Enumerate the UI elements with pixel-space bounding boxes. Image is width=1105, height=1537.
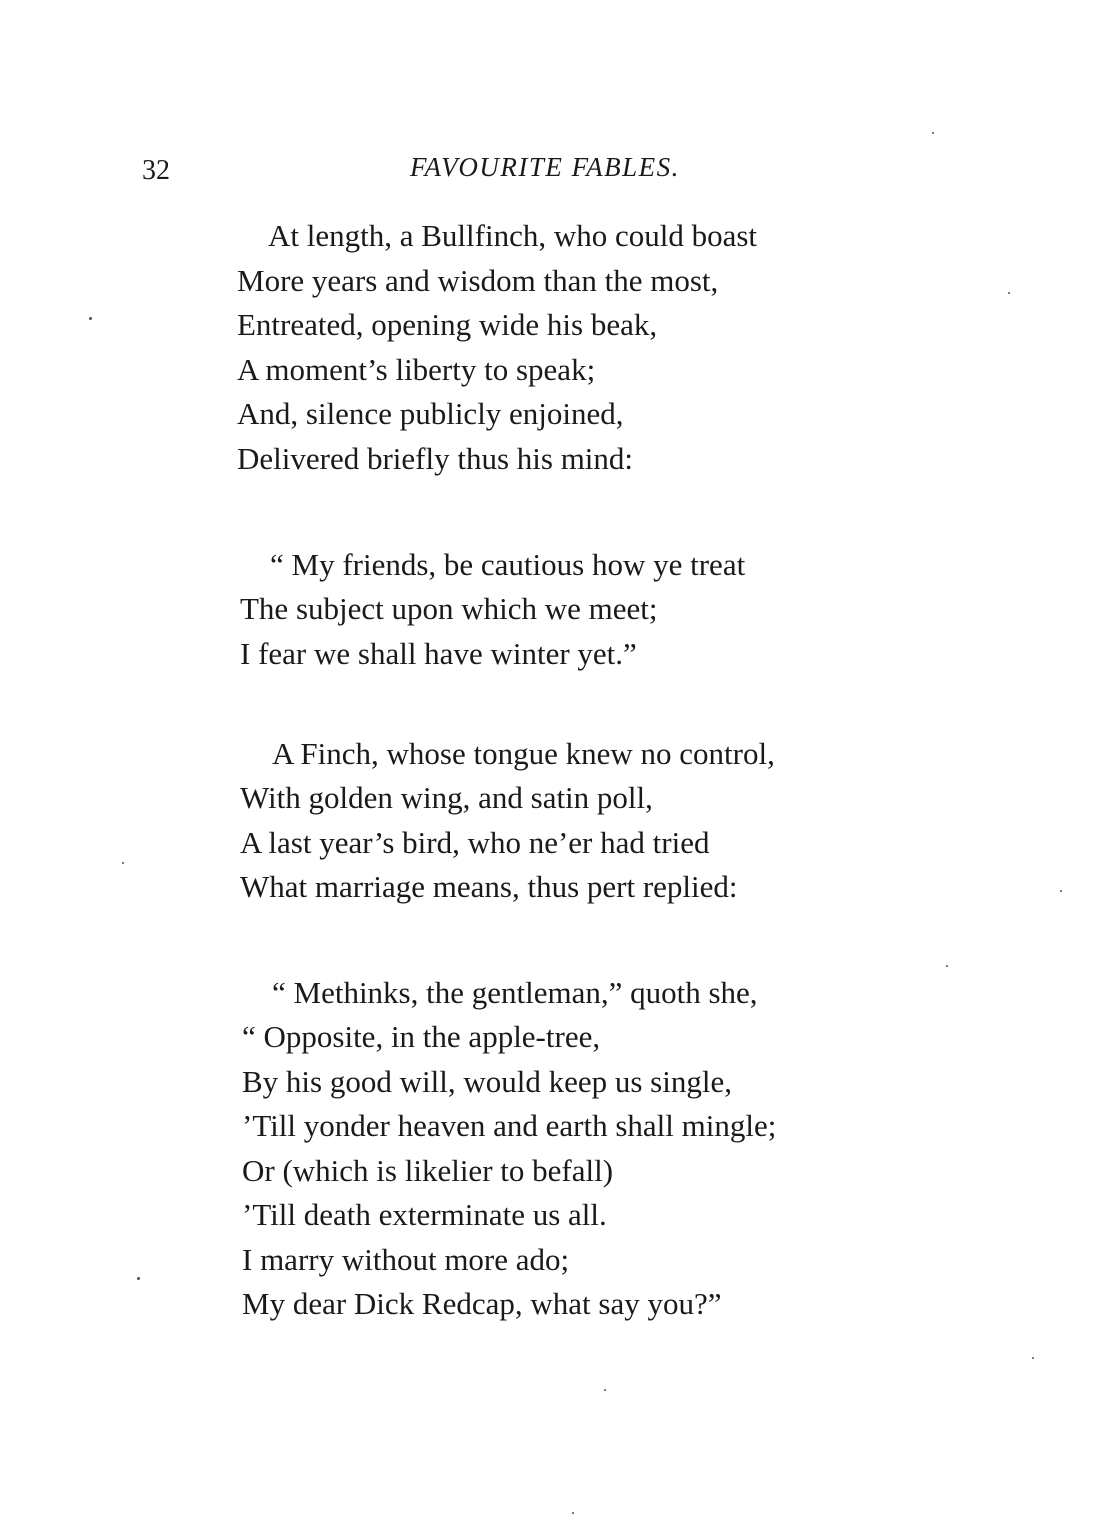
scan-speck [1008, 292, 1010, 294]
verse-line: And, silence publicly enjoined, [237, 396, 624, 431]
verse-line: By his good will, would keep us single, [242, 1064, 732, 1099]
verse-line: My dear Dick Redcap, what say you?” [242, 1286, 722, 1321]
verse-line: A moment’s liberty to speak; [237, 352, 596, 387]
verse-line: With golden wing, and satin poll, [240, 780, 653, 815]
running-title: FAVOURITE FABLES. [410, 152, 680, 182]
verse-line: “ Methinks, the gentleman,” quoth she, [272, 975, 758, 1010]
scan-speck [89, 317, 92, 320]
verse-line: I fear we shall have winter yet.” [240, 636, 637, 671]
verse-line: ’Till death exterminate us all. [242, 1197, 607, 1232]
scan-speck [946, 965, 948, 967]
verse-line: More years and wisdom than the most, [237, 263, 719, 298]
scan-speck [932, 132, 934, 134]
verse-line: Entreated, opening wide his beak, [237, 307, 658, 342]
verse-line: A Finch, whose tongue knew no control, [272, 736, 775, 771]
verse-line: A last year’s bird, who ne’er had tried [240, 825, 710, 860]
scan-speck [137, 1277, 140, 1280]
scan-speck [604, 1389, 606, 1391]
scan-speck [122, 862, 124, 864]
verse-line: What marriage means, thus pert replied: [240, 869, 738, 904]
scan-speck [1032, 1357, 1034, 1359]
verse-line: Or (which is likelier to befall) [242, 1153, 614, 1188]
verse-line: At length, a Bullfinch, who could boast [268, 218, 758, 253]
scan-speck [572, 1512, 574, 1514]
verse-line: The subject upon which we meet; [240, 591, 658, 626]
verse-line: Delivered briefly thus his mind: [237, 441, 634, 476]
verse-line: “ Opposite, in the apple-tree, [242, 1019, 601, 1054]
verse-line: ’Till yonder heaven and earth shall mingle; [242, 1108, 777, 1143]
verse-line: “ My friends, be cautious how ye treat [270, 547, 746, 582]
scan-speck [1060, 890, 1062, 892]
page-number: 32 [142, 155, 170, 186]
verse-line: I marry without more ado; [242, 1242, 570, 1277]
